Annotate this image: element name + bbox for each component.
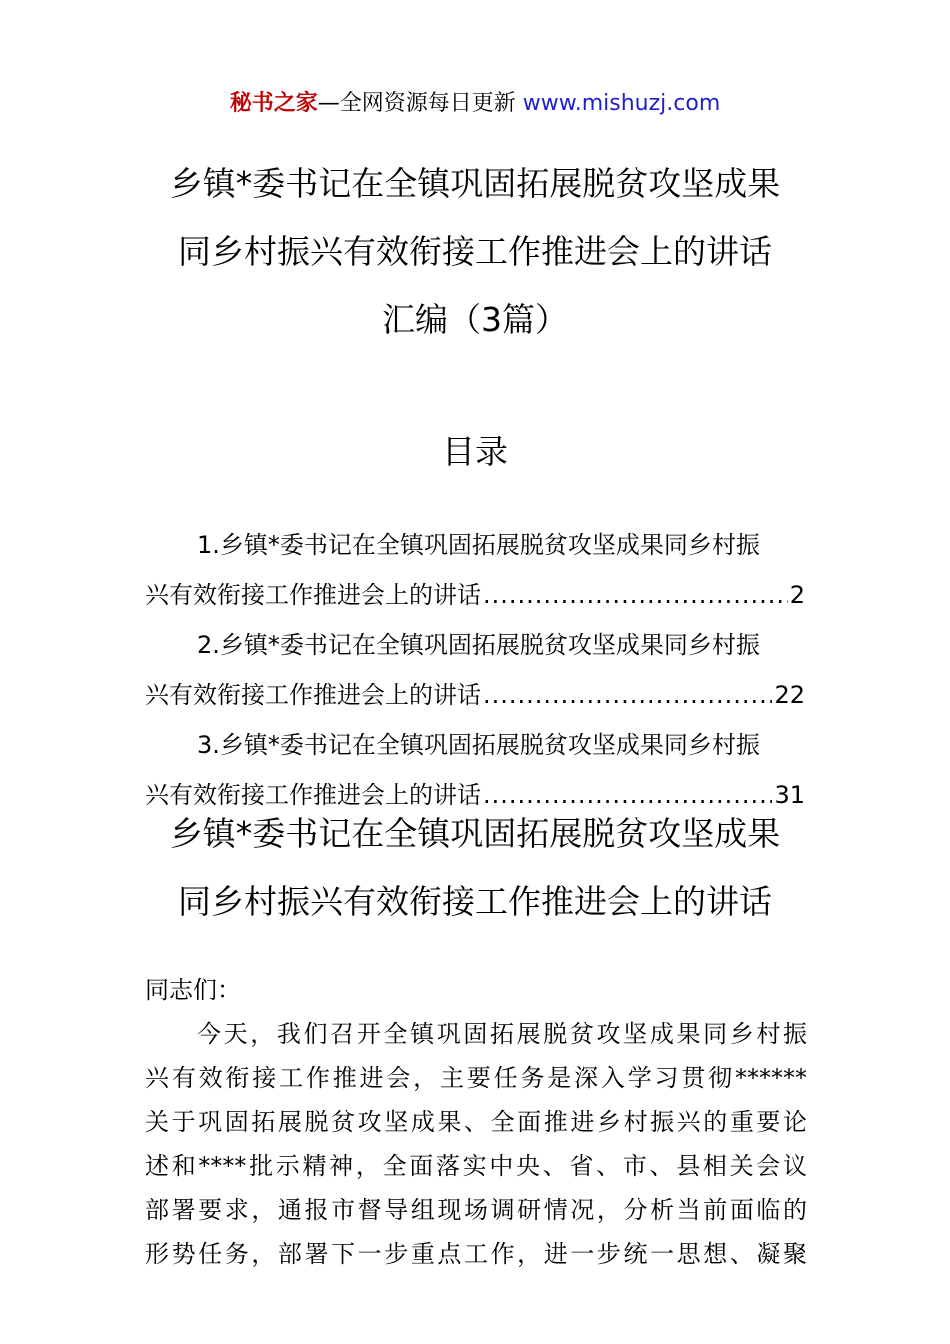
toc-entry-text: 3.乡镇*委书记在全镇巩固拓展脱贫攻坚成果同乡村振	[197, 731, 760, 759]
brand-name: 秘书之家	[229, 91, 318, 116]
paragraph-line: 形势任务，部署下一步重点工作，进一步统一思想、凝聚	[145, 1240, 807, 1268]
toc-entry-text: 兴有效衔接工作推进会上的讲话	[145, 781, 481, 809]
toc-dot-leader	[483, 570, 788, 620]
site-url-link[interactable]: www.mishuzj.com	[522, 91, 721, 116]
header-slogan: —全网资源每日更新	[317, 91, 516, 116]
paragraph-line: 关于巩固拓展脱贫攻坚成果、全面推进乡村振兴的重要论	[145, 1108, 807, 1136]
toc-heading: 目录	[442, 432, 508, 471]
toc-entry-continuation	[145, 670, 805, 720]
document-title	[0, 150, 950, 354]
document-title-line: 同乡村振兴有效衔接工作推进会上的讲话	[178, 232, 772, 271]
paragraph-line: 兴有效衔接工作推进会，主要任务是深入学习贯彻******	[145, 1064, 807, 1092]
toc-entry-text: 2.乡镇*委书记在全镇巩固拓展脱贫攻坚成果同乡村振	[197, 631, 760, 659]
toc-entry-continuation	[145, 570, 805, 620]
toc-entry-text: 1.乡镇*委书记在全镇巩固拓展脱贫攻坚成果同乡村振	[197, 531, 760, 559]
paragraph-line: 今天，我们召开全镇巩固拓展脱贫攻坚成果同乡村振	[197, 1020, 807, 1048]
toc-entry-text: 兴有效衔接工作推进会上的讲话	[145, 681, 481, 709]
section-title-line: 同乡村振兴有效衔接工作推进会上的讲话	[178, 882, 772, 921]
toc-page-number: 2	[789, 581, 805, 609]
toc-entry-1[interactable]	[145, 520, 805, 620]
section-title-line: 乡镇*委书记在全镇巩固拓展脱贫攻坚成果	[169, 814, 781, 853]
document-title-line: 汇编（3篇）	[382, 300, 568, 339]
site-header	[0, 88, 950, 120]
section-title	[0, 800, 950, 936]
salutation: 同志们：	[145, 976, 241, 1004]
toc-dot-leader	[483, 670, 772, 720]
speech-body	[145, 968, 807, 1276]
paragraph-line: 述和****批示精神，全面落实中央、省、市、县相关会议	[145, 1152, 807, 1180]
toc-page-number: 31	[774, 781, 805, 809]
toc-page-number: 22	[774, 681, 805, 709]
toc-entry-text: 兴有效衔接工作推进会上的讲话	[145, 581, 481, 609]
paragraph-line: 部署要求，通报市督导组现场调研情况，分析当前面临的	[145, 1196, 807, 1224]
toc-entry-2[interactable]	[145, 620, 805, 720]
document-title-line: 乡镇*委书记在全镇巩固拓展脱贫攻坚成果	[169, 164, 781, 203]
table-of-contents	[145, 520, 805, 820]
